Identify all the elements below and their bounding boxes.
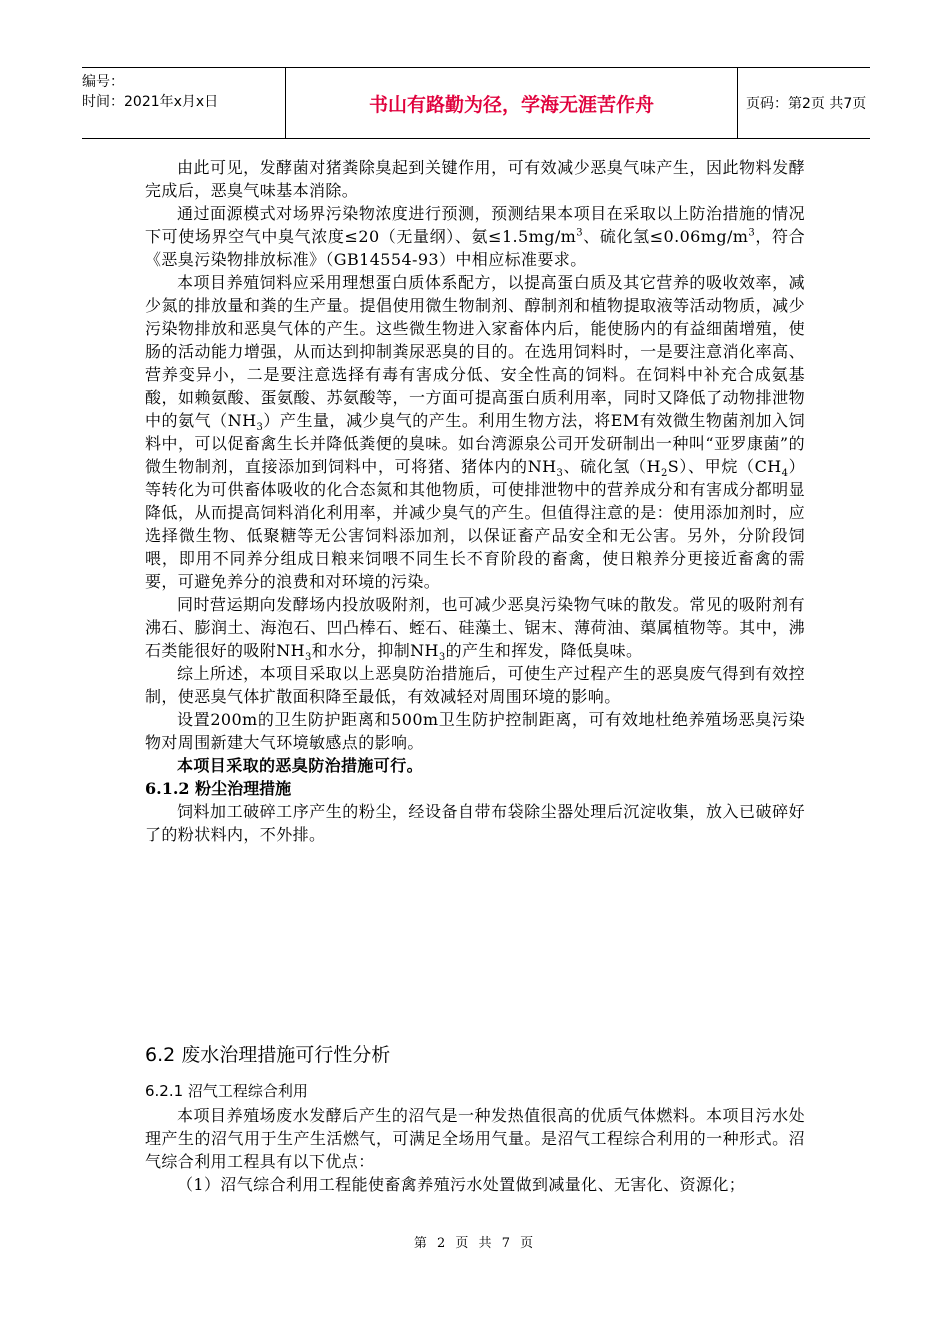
subscript: 3: [304, 652, 312, 664]
text-span: 通过面源模式对场界污染物浓度进行预测，预测结果本项目在采取以上防治措施的情况下可使场界空气中臭气浓度≤20（无量纲）、氨≤1.5mg/m: [145, 204, 805, 246]
section-heading-6-2-1: 6.2.1 沼气工程综合利用: [145, 1082, 308, 1100]
superscript: 3: [748, 227, 756, 239]
paragraph: 设置200m的卫生防护距离和500m卫生防护控制距离，可有效地杜绝养殖场恶臭污染物对周围新建大气环境敏感点的影响。: [145, 710, 805, 752]
subscript: 3: [256, 422, 264, 434]
paragraph: [145, 271, 805, 593]
paragraph: 由此可见，发酵菌对猪粪除臭起到关键作用，可有效减少恶臭气味产生，因此物料发酵完成后，恶臭气味基本消除。: [145, 158, 805, 200]
header-motto: 书山有路勤为径，学海无涯苦作舟: [285, 68, 738, 138]
subscript: 2: [661, 468, 668, 480]
subscript: 3: [438, 652, 446, 664]
subscript: 4: [781, 468, 789, 480]
text-span: ，符合《恶臭污染物排放标准》（GB14554-93）中相应标准要求。: [145, 227, 805, 269]
text-span: 、硫化氢（H: [563, 457, 662, 476]
paragraph: 饲料加工破碎工序产生的粉尘，经设备自带布袋除尘器处理后沉淀收集，放入已破碎好了的粉状料内，不外排。: [145, 802, 805, 844]
page-footer: 第 2 页 共 7 页: [413, 1236, 537, 1251]
page-header: [82, 67, 870, 139]
time-label: 时间：2021年x月x日: [82, 94, 219, 110]
text-span: 的产生和挥发，降低臭味。: [445, 641, 643, 660]
header-info: [82, 68, 285, 138]
section-body: [145, 1104, 805, 1196]
text-span: 、硫化氢≤0.06mg/m: [582, 227, 749, 246]
text-span: ）产生量，减少臭气的产生。利用生物方法，将EM有效微生物菌剂加入饲料中，可以促畜禽生长并降低粪便的臭味。如台湾源泉公司开发研制出一种叫“亚罗康菌”的微生物制剂，直接添加到饲料中，可将猪、猪体内的NH: [145, 411, 805, 476]
serial-label: 编号：: [82, 74, 124, 90]
subscript: 3: [556, 468, 564, 480]
text-span: 同时营运期向发酵场内投放吸附剂，也可减少恶臭污染物气味的散发。常见的吸附剂有沸石、膨润土、海泡石、凹凸棒石、蛭石、硅藻土、锯末、薄荷油、蕖属植物等。其中，沸石类能很好的吸附NH: [145, 595, 805, 660]
document-body: [145, 156, 805, 846]
paragraph: （1）沼气综合利用工程能使畜禽养殖污水处置做到减量化、无害化、资源化；: [177, 1175, 746, 1194]
text-span: S）、甲烷（CH: [667, 457, 782, 476]
text-span: ）等转化为可供畜体吸收的化合态氮和其他物质，可使排泄物中的营养成分和有害成分都明显降低，从而提高饲料消化利用率，并减少臭气的产生。但值得注意的是：使用添加剂时，应选择微生物、低聚糖等无公害饲料添加剂，以保证畜产品安全和无公害。另外，分阶段饲喂，即用不同养分组成日粮来饲喂不同生长不育阶段的畜禽，使日粮养分更接近畜禽的需要，可避免养分的浪费和对环境的污染。: [145, 457, 805, 591]
paragraph: [145, 593, 805, 662]
text-span: 和水分，抑制NH: [311, 641, 439, 660]
section-heading-6-1-2: 6.1.2 粉尘治理措施: [145, 779, 292, 798]
header-page-label: 页码：第2页 共7页: [746, 96, 867, 112]
superscript: 3: [576, 227, 583, 239]
text-span: 本项目养殖饲料应采用理想蛋白质体系配方，以提高蛋白质及其它营养的吸收效率，减少氮的排放量和粪的生产量。提倡使用微生物制剂、醇制剂和植物提取液等活动物质，减少污染物排放和恶臭气体的产生。这些微生物进入家畜体内后，能使肠内的有益细菌增殖，使肠的活动能力增强，从而达到抑制粪尿恶臭的目的。在选用饲料时，一是要注意消化率高、营养变异小，二是要注意选择有毒有害成分低、安全性高的饲料。在饲料中补充合成氨基酸，如赖氨酸、蛋氨酸、苏氨酸等，一方面可提高蛋白质利用率，同时又降低了动物排泄物中的氨气（NH: [145, 273, 805, 430]
conclusion-paragraph: 本项目采取的恶臭防治措施可行。: [177, 756, 424, 775]
paragraph: 综上所述，本项目采取以上恶臭防治措施后，可使生产过程产生的恶臭废气得到有效控制，使恶臭气体扩散面积降至最低，有效减轻对周围环境的影响。: [145, 664, 805, 706]
paragraph: [145, 202, 805, 271]
paragraph: 本项目养殖场废水发酵后产生的沼气是一种发热值很高的优质气体燃料。本项目污水处理产生的沼气用于生产生活燃气，可满足全场用气量。是沼气工程综合利用的一种形式。沼气综合利用工程具有以下优点：: [145, 1106, 805, 1171]
section-heading-6-2: 6.2 废水治理措施可行性分析: [145, 1044, 391, 1066]
